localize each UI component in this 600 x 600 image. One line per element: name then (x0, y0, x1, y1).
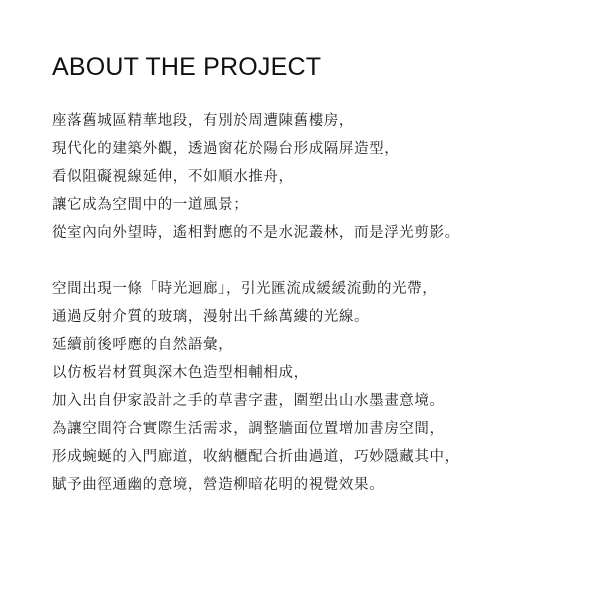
text-line: 為讓空間符合實際生活需求，調整牆面位置增加書房空間， (52, 421, 445, 437)
text-line: 加入出自伊家設計之手的草書字畫，圍塑出山水墨畫意境。 (52, 393, 445, 409)
text-line: 現代化的建築外觀，透過窗花於陽台形成隔屏造型， (52, 141, 400, 157)
text-line: 讓它成為空間中的一道風景； (52, 197, 249, 213)
text-line: 形成蜿蜒的入門廊道，收納櫃配合折曲過道，巧妙隱藏其中， (52, 449, 460, 465)
text-line: 座落舊城區精華地段，有別於周遭陳舊樓房， (52, 113, 354, 129)
text-line: 通過反射介質的玻璃，漫射出千絲萬縷的光線。 (52, 309, 370, 325)
text-line: 以仿板岩材質與深木色造型相輔相成， (52, 365, 309, 381)
page-title: ABOUT THE PROJECT (52, 53, 322, 81)
text-line: 空間出現一條「時光迴廊」，引光匯流成緩緩流動的光帶， (52, 281, 438, 297)
paragraph-details (52, 275, 460, 499)
paragraph-intro (52, 107, 460, 247)
text-line: 賦予曲徑通幽的意境，營造柳暗花明的視覺效果。 (52, 477, 385, 493)
text-line: 延續前後呼應的自然語彙， (52, 337, 234, 353)
text-line: 看似阻礙視線延伸，不如順水推舟， (52, 169, 294, 185)
text-line: 從室內向外望時，遙相對應的不是水泥叢林，而是浮光剪影。 (52, 225, 460, 241)
